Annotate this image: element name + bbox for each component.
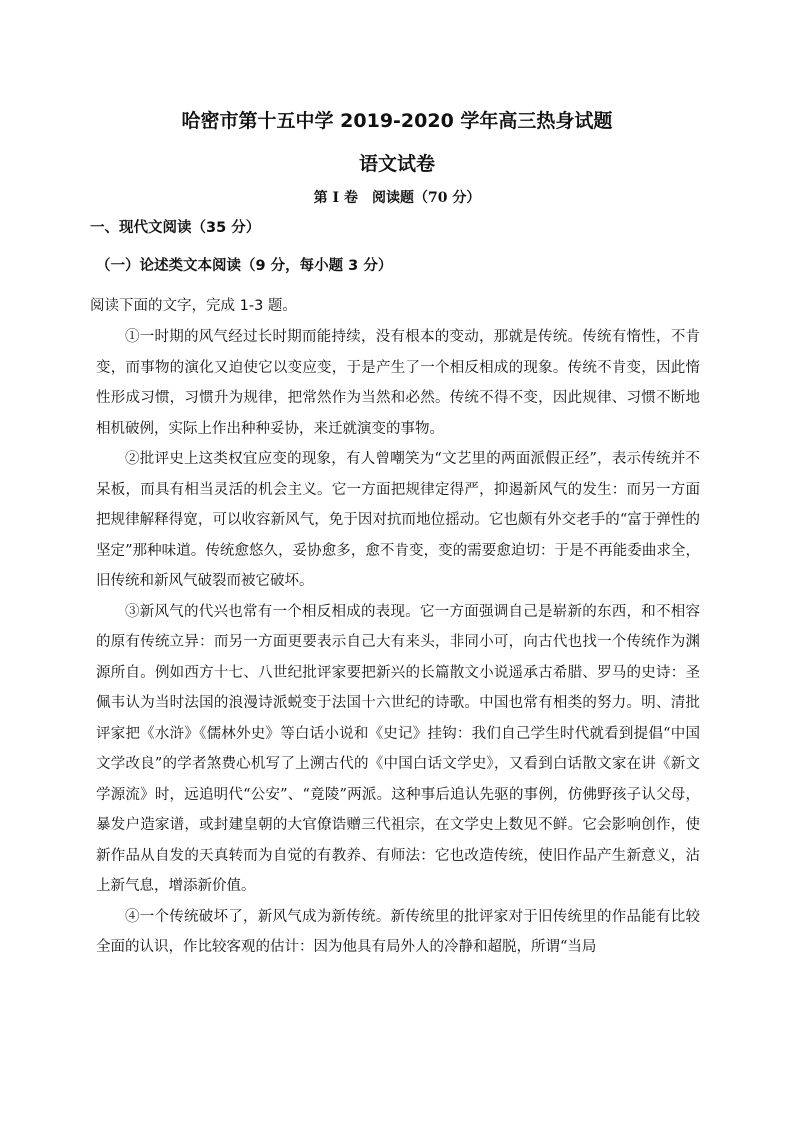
reading-passage bbox=[96, 322, 700, 963]
passage-paragraph-1: ①一时期的风气经过长时期而能持续，没有根本的变动，那就是传统。传统有惰性，不肯变，而事物的演化又迫使它以变应变，于是产生了一个相反相成的现象。传统不肯变，因此惰性形成习惯，习惯升为规律，把常然作为当然和必然。传统不得不变，因此规律、习惯不断地相机破例，实际上作出种种妥协，来迁就演变的事物。 bbox=[96, 329, 700, 437]
section-heading: 一、现代文阅读（35 分） bbox=[90, 220, 261, 236]
passage-paragraph-3: ③新风气的代兴也常有一个相反相成的表现。它一方面强调自己是崭新的东西，和不相容的原有传统立异：而另一方面更要表示自己大有来头，非同小可，向古代也找一个传统作为渊源所自。例如西方十七、八世纪批评家要把新兴的长篇散文小说遥承古希腊、罗马的史诗：圣佩韦认为当时法国的浪漫诗派蜕变于法国十六世纪的诗歌。中国也常有相类的努力。明、清批评家把《水浒》《儒林外史》等白话小说和《史记》挂钩：我们自己学生时代就看到提倡“中国文学改良”的学者煞费心机写了上溯古代的《中国白话文学史》，又看到白话散文家在讲《新文学源流》时，远追明代“公安”、“竟陵”两派。这种事后追认先驱的事例，仿佛野孩子认父母，暴发户造家谱，或封建皇朝的大官僚诰赠三代祖宗，在文学史上数见不鲜。它会影响创作，使新作品从自发的天真转而为自觉的有教养、有师法：它也改造传统，使旧作品产生新意义，沾上新气息，增添新价值。 bbox=[96, 603, 700, 894]
part-heading: 第 Ⅰ 卷 阅读题（70 分） bbox=[313, 190, 481, 206]
exam-title: 哈密市第十五中学 2019-2020 学年高三热身试题 bbox=[181, 110, 613, 132]
exam-subtitle: 语文试卷 bbox=[358, 153, 435, 175]
reading-instruction: 阅读下面的文字，完成 1-3 题。 bbox=[90, 298, 297, 314]
passage-paragraph-2: ②批评史上这类权宜应变的现象，有人曾嘲笑为“文艺里的两面派假正经”，表示传统并不呆板，而具有相当灵活的机会主义。它一方面把规律定得严，抑遏新风气的发生：而另一方面把规律解释得宽，可以收容新风气，免于因对抗而地位摇动。它也颇有外交老手的“富于弹性的坚定”那种味道。传统愈悠久，妥协愈多，愈不肯变，变的需要愈迫切：于是不再能委曲求全，旧传统和新风气破裂而被它破坏。 bbox=[96, 451, 700, 589]
passage-paragraph-4: ④一个传统破坏了，新风气成为新传统。新传统里的批评家对于旧传统里的作品能有比较全面的认识，作比较客观的估计：因为他具有局外人的冷静和超脱，所谓“当局 bbox=[96, 908, 700, 955]
subsection-heading: （一）论述类文本阅读（9 分，每小题 3 分） bbox=[96, 258, 393, 274]
